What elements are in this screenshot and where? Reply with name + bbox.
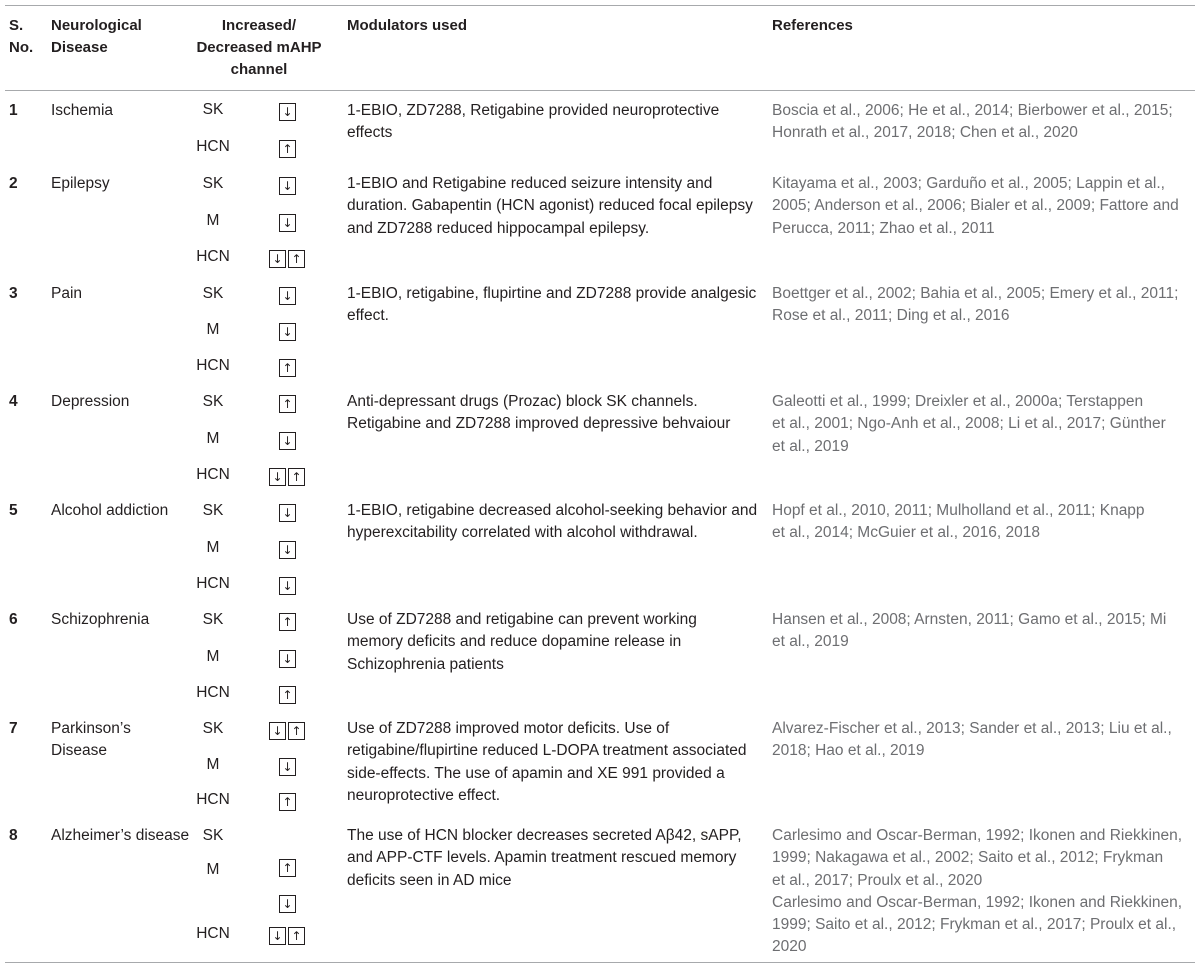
modulators-line: Use of ZD7288 and retigabine can prevent working (347, 611, 697, 628)
disease-line: Epilepsy (51, 175, 110, 192)
modulators-text (347, 173, 753, 240)
table-top-rule (5, 5, 1195, 6)
arrow-indicator (269, 468, 305, 486)
channel-label: HCN (196, 684, 230, 701)
arrow-indicator (279, 395, 296, 413)
row-number: 6 (9, 611, 18, 628)
arrow-up-icon: ↑ (279, 395, 296, 413)
disease-line: Ischemia (51, 102, 114, 119)
references-line: Hansen et al., 2008; Arnsten, 2011; Gamo et al., 2015; Mi (772, 611, 1167, 628)
modulators-text (347, 609, 697, 676)
header-disease: Neurological Disease (51, 17, 142, 56)
channel-label: M (206, 430, 220, 447)
arrow-down-icon: ↓ (279, 103, 296, 121)
references-text (772, 609, 1166, 654)
channel-label: SK (202, 827, 224, 844)
channel-label: M (206, 321, 220, 338)
arrow-down-icon: ↓ (269, 927, 286, 945)
arrow-down-icon: ↓ (279, 287, 296, 305)
modulators-line: neuroprotective effect. (347, 786, 501, 804)
references-text (772, 825, 1182, 959)
row-number: 2 (9, 175, 18, 192)
disease-line: Alzheimer’s disease (51, 827, 190, 844)
row-number: 4 (9, 393, 18, 410)
arrow-indicator (279, 577, 296, 595)
arrow-indicator (279, 650, 296, 668)
arrow-up-icon: ↑ (279, 793, 296, 811)
references-line: Perucca, 2011; Zhao et al., 2011 (772, 219, 995, 237)
disease-name (51, 718, 131, 763)
references-line: Rose et al., 2011; Ding et al., 2016 (772, 307, 1010, 325)
arrow-indicator (279, 359, 296, 377)
modulators-text (347, 100, 719, 145)
channel-label: SK (202, 720, 224, 737)
row-number: 8 (9, 827, 18, 844)
arrow-down-icon: ↓ (279, 323, 296, 341)
disease-line: Alcohol addiction (51, 502, 169, 519)
arrow-up-icon: ↑ (288, 927, 305, 945)
channel-label: M (206, 212, 220, 229)
references-text (772, 500, 1145, 545)
disease-name (51, 391, 129, 413)
modulators-line: deficits seen in AD mice (347, 871, 512, 889)
channel-label: SK (202, 175, 224, 192)
channel-label: M (206, 756, 220, 773)
modulators-line: hyperexcitability correlated with alcohol withdrawal. (347, 524, 698, 542)
modulators-line: effect. (347, 307, 389, 325)
channel-label: HCN (196, 248, 230, 265)
arrow-down-icon: ↓ (269, 250, 286, 268)
arrow-up-icon: ↑ (288, 250, 305, 268)
modulators-line: retigabine/flupirtine reduced L-DOPA treatment associated (347, 742, 747, 760)
modulators-line: duration. Gabapentin (HCN agonist) reduced focal epilepsy (347, 197, 753, 215)
modulators-text (347, 825, 742, 892)
arrow-up-icon: ↑ (279, 859, 296, 877)
modulators-line: side-effects. The use of apamin and XE 991 provided a (347, 764, 725, 782)
arrow-up-icon: ↑ (279, 613, 296, 631)
modulators-text (347, 283, 756, 328)
references-line: Carlesimo and Oscar-Berman, 1992; Ikonen and Riekkinen, (772, 893, 1183, 911)
references-line: et al., 2019 (772, 633, 849, 651)
arrow-down-icon: ↓ (279, 177, 296, 195)
references-text (772, 173, 1179, 240)
arrow-down-icon: ↓ (279, 504, 296, 522)
channel-label: SK (202, 285, 224, 302)
disease-name (51, 609, 149, 631)
table-bottom-rule (5, 962, 1195, 963)
row-number: 5 (9, 502, 18, 519)
arrow-indicator (269, 927, 305, 945)
arrow-indicator (279, 793, 296, 811)
references-line: 2020 (772, 938, 807, 956)
disease-line: Disease (51, 742, 107, 760)
channel-label: HCN (196, 357, 230, 374)
arrow-down-icon: ↓ (279, 432, 296, 450)
references-line: 2018; Hao et al., 2019 (772, 742, 925, 760)
channel-label: SK (202, 101, 224, 118)
modulators-line: 1-EBIO and Retigabine reduced seizure intensity and (347, 175, 713, 192)
channel-label: SK (202, 611, 224, 628)
modulators-line: Schizophrenia patients (347, 655, 504, 673)
channel-label: HCN (196, 138, 230, 155)
references-text (772, 100, 1173, 145)
disease-name (51, 100, 113, 122)
references-text (772, 283, 1178, 328)
arrow-indicator (279, 504, 296, 522)
header-channel: Increased/ Decreased mAHP channel (196, 17, 322, 78)
arrow-down-icon: ↓ (279, 541, 296, 559)
arrow-indicator (279, 541, 296, 559)
arrow-indicator (279, 140, 296, 158)
references-line: et al., 2001; Ngo-Anh et al., 2008; Li et al., 2017; Günther (772, 415, 1166, 433)
disease-line: Parkinson’s (51, 720, 131, 737)
references-line: et al., 2019 (772, 437, 849, 455)
modulators-line: 1-EBIO, ZD7288, Retigabine provided neuroprotective (347, 102, 720, 119)
references-line: et al., 2017; Proulx et al., 2020 (772, 871, 983, 889)
row-number: 7 (9, 720, 18, 737)
arrow-up-icon: ↑ (279, 140, 296, 158)
references-line: et al., 2014; McGuier et al., 2016, 2018 (772, 524, 1040, 542)
modulators-line: Use of ZD7288 improved motor deficits. Use of (347, 720, 670, 737)
references-line: 1999; Saito et al., 2012; Frykman et al., 2017; Proulx et al., (772, 916, 1177, 934)
arrow-indicator (269, 250, 305, 268)
arrow-up-icon: ↑ (288, 722, 305, 740)
disease-name (51, 825, 189, 847)
modulators-line: and APP-CTF levels. Apamin treatment rescued memory (347, 849, 737, 867)
disease-line: Pain (51, 285, 83, 302)
header-sno: S. No. (9, 17, 34, 56)
arrow-indicator (279, 177, 296, 195)
arrow-indicator (279, 859, 296, 877)
header-bottom-rule (5, 90, 1195, 91)
channel-label: HCN (196, 791, 230, 808)
references-text (772, 391, 1166, 458)
modulators-line: The use of HCN blocker decreases secreted Aβ42, sAPP, (347, 827, 742, 844)
modulators-line: and ZD7288 reduced hippocampal epilepsy. (347, 219, 650, 237)
arrow-indicator (279, 895, 296, 913)
arrow-indicator (269, 722, 305, 740)
arrow-up-icon: ↑ (288, 468, 305, 486)
channel-label: M (206, 539, 220, 556)
row-number: 1 (9, 102, 18, 119)
row-number: 3 (9, 285, 18, 302)
channel-label: HCN (196, 925, 230, 942)
arrow-indicator (279, 323, 296, 341)
arrow-indicator (279, 613, 296, 631)
arrow-down-icon: ↓ (269, 722, 286, 740)
references-line: Honrath et al., 2017, 2018; Chen et al., 2020 (772, 124, 1078, 142)
references-line: Hopf et al., 2010, 2011; Mulholland et al., 2011; Knapp (772, 502, 1145, 519)
channel-label: M (206, 861, 220, 878)
modulators-line: memory deficits and reduce dopamine release in (347, 633, 682, 651)
modulators-text (347, 391, 730, 436)
arrow-down-icon: ↓ (279, 758, 296, 776)
channel-label: SK (202, 393, 224, 410)
references-line: 1999; Nakagawa et al., 2002; Saito et al., 2012; Frykman (772, 849, 1164, 867)
references-line: Alvarez-Fischer et al., 2013; Sander et al., 2013; Liu et al., (772, 720, 1172, 737)
disease-name (51, 500, 168, 522)
references-line: Galeotti et al., 1999; Dreixler et al., 2000a; Terstappen (772, 393, 1144, 410)
arrow-indicator (279, 758, 296, 776)
modulators-line: 1-EBIO, retigabine, flupirtine and ZD7288 provide analgesic (347, 285, 757, 302)
arrow-indicator (279, 103, 296, 121)
channel-label: SK (202, 502, 224, 519)
arrow-down-icon: ↓ (269, 468, 286, 486)
modulators-text (347, 500, 757, 545)
arrow-indicator (279, 287, 296, 305)
arrow-down-icon: ↓ (279, 577, 296, 595)
references-line: Carlesimo and Oscar-Berman, 1992; Ikonen and Riekkinen, (772, 827, 1183, 844)
disease-name (51, 283, 82, 305)
header-modulators: Modulators used (347, 17, 468, 34)
arrow-down-icon: ↓ (279, 650, 296, 668)
disease-line: Depression (51, 393, 130, 410)
arrow-indicator (279, 214, 296, 232)
modulators-line: effects (347, 124, 393, 142)
disease-line: Schizophrenia (51, 611, 150, 628)
references-text (772, 718, 1172, 763)
arrow-up-icon: ↑ (279, 359, 296, 377)
modulators-line: Retigabine and ZD7288 improved depressive behvaiour (347, 415, 731, 433)
disease-name (51, 173, 110, 195)
arrow-down-icon: ↓ (279, 895, 296, 913)
modulators-line: Anti-depressant drugs (Prozac) block SK channels. (347, 393, 698, 410)
arrow-indicator (279, 432, 296, 450)
modulators-text (347, 718, 747, 807)
references-line: Boettger et al., 2002; Bahia et al., 2005; Emery et al., 2011; (772, 285, 1179, 302)
arrow-down-icon: ↓ (279, 214, 296, 232)
references-line: 2005; Anderson et al., 2006; Bialer et al., 2009; Fattore and (772, 197, 1179, 215)
references-line: Boscia et al., 2006; He et al., 2014; Bierbower et al., 2015; (772, 102, 1173, 119)
modulators-line: 1-EBIO, retigabine decreased alcohol-seeking behavior and (347, 502, 758, 519)
channel-label: M (206, 648, 220, 665)
channel-label: HCN (196, 575, 230, 592)
references-line: Kitayama et al., 2003; Garduño et al., 2005; Lappin et al., (772, 175, 1165, 192)
header-references: References (772, 17, 853, 34)
arrow-up-icon: ↑ (279, 686, 296, 704)
channel-label: HCN (196, 466, 230, 483)
arrow-indicator (279, 686, 296, 704)
